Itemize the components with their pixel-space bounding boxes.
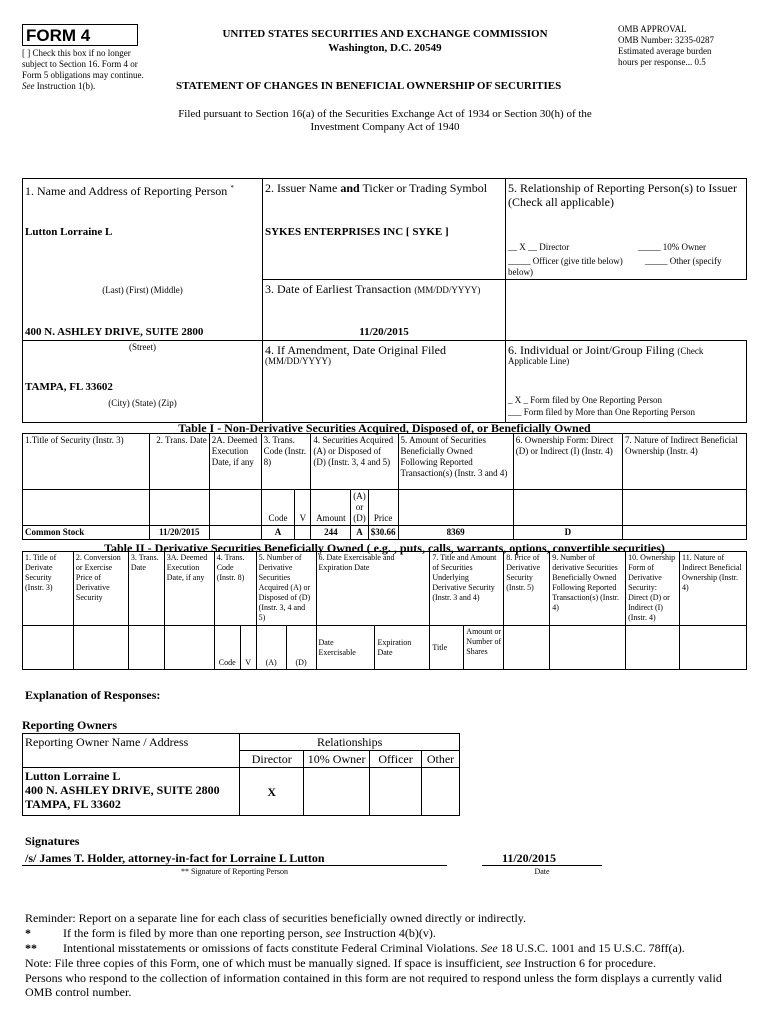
filed-pursuant: Filed pursuant to Section 16(a) of the Securities Exchange Act of 1934 or Section 30(h) of the Investment Company Act of 1940 xyxy=(178,108,592,133)
owner-director-mark: X xyxy=(240,768,304,816)
name-parts-label: (Last) (First) (Middle) xyxy=(102,285,183,295)
t1-sub-price: Price xyxy=(368,490,398,526)
officer-check: _____ Officer (give title below) xyxy=(508,256,623,266)
t1-r0-deemed xyxy=(209,526,261,540)
t2-sub-d: (D) xyxy=(286,626,316,670)
director-check: __ X __ Director xyxy=(508,242,570,252)
t2-col4: 4. Trans. Code (Instr. 8) xyxy=(214,552,256,626)
issuer-name: SYKES ENTERPRISES INC [ SYKE ] xyxy=(265,226,449,238)
explanation-label: Explanation of Responses: xyxy=(25,688,161,702)
box1-label: 1. Name and Address of Reporting Person * xyxy=(25,184,234,198)
agency-name: UNITED STATES SECURITIES AND EXCHANGE COMMISSION xyxy=(222,28,548,40)
table-row xyxy=(23,768,460,816)
t1-r0-amount: 244 xyxy=(311,526,351,540)
box2-label: 2. Issuer Name and Ticker or Trading Symbol xyxy=(265,181,488,195)
t2-col10: 10. Ownership Form of Derivative Security: Direct (D) or Indirect (I) (Instr. 4) xyxy=(626,552,680,626)
owners-table xyxy=(22,733,460,816)
t2-col3: 3. Trans. Date xyxy=(128,552,164,626)
reporting-person-name: Lutton Lorraine L xyxy=(25,226,113,238)
t2-sub-exercisable: Date Exercisable xyxy=(316,626,375,670)
t1-r0-v xyxy=(295,526,311,540)
form-title-box xyxy=(22,24,138,46)
t1-col2a: 2A. Deemed Execution Date, if any xyxy=(209,434,261,490)
street-label: (Street) xyxy=(129,342,156,352)
table2-title: Table II - Derivative Securities Beneficially Owned ( e.g. , puts, calls, warrants, options, convertible securities) xyxy=(104,541,665,555)
t1-col7: 7. Nature of Indirect Beneficial Ownership (Instr. 4) xyxy=(622,434,746,490)
t1-sub-aord: (A) or (D) xyxy=(351,490,369,526)
t1-r0-form: D xyxy=(513,526,622,540)
note: Note: File three copies of this Form, one of which must be manually signed. If space is insufficient, see Instruction 6 for procedure. xyxy=(25,956,656,970)
owners-heading: Reporting Owners xyxy=(22,718,117,732)
signature-date: 11/20/2015 xyxy=(502,851,557,865)
owners-col-ten: 10% Owner xyxy=(304,751,370,768)
t1-r0-date: 11/20/2015 xyxy=(149,526,209,540)
t2-col3a: 3A. Deemed Execution Date, if any xyxy=(164,552,214,626)
box3-label: 3. Date of Earliest Transaction (MM/DD/YYYY) xyxy=(265,282,481,296)
box4-label-small: (MM/DD/YYYY) xyxy=(265,356,331,366)
t2-col8: 8. Price of Derivative Security (Instr. 5) xyxy=(504,552,550,626)
t2-col7: 7. Title and Amount of Securities Underlying Derivative Security (Instr. 3 and 4) xyxy=(430,552,504,626)
t2-col6: 6. Date Exercisable and Expiration Date xyxy=(316,552,430,626)
owners-col-director: Director xyxy=(240,751,304,768)
t1-col3: 3. Trans. Code (Instr. 8) xyxy=(261,434,311,490)
t1-col2: 2. Trans. Date xyxy=(149,434,209,490)
t2-sub-code: Code xyxy=(214,626,240,670)
box6-label: 6. Individual or Joint/Group Filing (Check xyxy=(508,343,704,357)
form-title: FORM 4 xyxy=(26,26,91,45)
t1-r0-aord: A xyxy=(351,526,369,540)
box5-label: 5. Relationship of Reporting Person(s) to Issuer (Check all applicable) xyxy=(508,181,737,209)
below-label: below) xyxy=(508,267,533,277)
signatures-heading: Signatures xyxy=(25,834,80,848)
t1-sub-code: Code xyxy=(261,490,295,526)
t1-r0-nature xyxy=(622,526,746,540)
owners-col-rel: Relationships xyxy=(240,734,460,751)
signer: /s/ James T. Holder, attorney-in-fact for Lorraine L Lutton xyxy=(25,851,325,865)
t1-r0-price: $30.66 xyxy=(368,526,398,540)
t1-col6: 6. Ownership Form: Direct (D) or Indirect (I) (Instr. 4) xyxy=(513,434,622,490)
earliest-transaction-date: 11/20/2015 xyxy=(359,326,409,338)
footnote-star: * If the form is filed by more than one reporting person, see Instruction 4(b)(v). xyxy=(25,926,436,940)
owners-col-officer: Officer xyxy=(370,751,422,768)
t2-sub-amount: Amount or Number of Shares xyxy=(464,626,504,670)
t2-sub-a: (A) xyxy=(256,626,286,670)
other-check: _____ Other (specify xyxy=(645,256,722,266)
omb-approval: OMB APPROVAL OMB Number: 3235-0287 Estimated average burden hours per response... 0.5 xyxy=(618,24,714,67)
t1-sub-amount: Amount xyxy=(311,490,351,526)
t2-col11: 11. Nature of Indirect Beneficial Ownership (Instr. 4) xyxy=(680,552,747,626)
city-label: (City) (State) (Zip) xyxy=(108,398,177,408)
one-person-check: _ X _ Form filed by One Reporting Person xyxy=(508,395,662,405)
t2-sub-expiration: Expiration Date xyxy=(375,626,430,670)
table1 xyxy=(22,433,747,540)
owners-col-name: Reporting Owner Name / Address xyxy=(23,734,240,768)
more-person-check: ___ Form filed by More than One Reporting Person xyxy=(508,407,695,417)
t2-col2: 2. Conversion or Exercise Price of Derivative Security xyxy=(73,552,128,626)
t2-col9: 9. Number of derivative Securities Beneficially Owned Following Reported Transaction(s) (Instr. 4) xyxy=(550,552,626,626)
t1-r0-owned: 8369 xyxy=(398,526,513,540)
signature-label: ** Signature of Reporting Person xyxy=(180,867,289,876)
owners-col-other: Other xyxy=(422,751,460,768)
table2 xyxy=(22,551,747,670)
reporting-person-city: TAMPA, FL 33602 xyxy=(25,381,113,393)
t1-col1: 1.Title of Security (Instr. 3) xyxy=(23,434,150,490)
table1-title: Table I - Non-Derivative Securities Acquired, Disposed of, or Beneficially Owned xyxy=(178,421,591,435)
reporting-person-street: 400 N. ASHLEY DRIVE, SUITE 2800 xyxy=(25,326,204,338)
table-row xyxy=(23,526,747,540)
footnote-double-star: ** Intentional misstatements or omissions of facts constitute Federal Criminal Violations. See 18 U.S.C. 1001 and 15 U.S.C. 78ff(a). xyxy=(25,941,685,955)
t2-sub-title: Title xyxy=(430,626,464,670)
statement-title: STATEMENT OF CHANGES IN BENEFICIAL OWNERSHIP OF SECURITIES xyxy=(176,80,562,92)
t2-sub-v: V xyxy=(240,626,256,670)
t1-col5: 5. Amount of Securities Beneficially Owned Following Reported Transaction(s) (Instr. 3 and 4) xyxy=(398,434,513,490)
t1-sub-v: V xyxy=(295,490,311,526)
t1-col4: 4. Securities Acquired (A) or Disposed of (D) (Instr. 3, 4 and 5) xyxy=(311,434,398,490)
reminder: Reminder: Report on a separate line for each class of securities beneficially owned directly or indirectly. xyxy=(25,911,527,925)
persons-notice: Persons who respond to the collection of information contained in this form are not required to respond unless the form displays a currently valid OMB control number. xyxy=(25,971,722,999)
checkbox-note: [ ] Check this box if no longer subject to Section 16. Form 4 or Form 5 obligations may continue. See Instruction 1(b). xyxy=(22,48,144,91)
box4-label: 4. If Amendment, Date Original Filed xyxy=(265,343,446,357)
t2-col5: 5. Number of Derivative Securities Acquired (A) or Disposed of (D) (Instr. 3, 4 and 5) xyxy=(256,552,316,626)
date-label: Date xyxy=(534,867,550,876)
t2-col1: 1. Title of Derivate Security (Instr. 3) xyxy=(23,552,74,626)
ten-owner-check: _____ 10% Owner xyxy=(638,242,706,252)
t1-r0-code: A xyxy=(261,526,295,540)
t1-r0-title: Common Stock xyxy=(23,526,150,540)
agency-city: Washington, D.C. 20549 xyxy=(328,42,442,54)
box6-label-small2: Applicable Line) xyxy=(508,356,570,366)
owner-name-address: Lutton Lorraine L 400 N. ASHLEY DRIVE, SUITE 2800 TAMPA, FL 33602 xyxy=(23,768,240,816)
